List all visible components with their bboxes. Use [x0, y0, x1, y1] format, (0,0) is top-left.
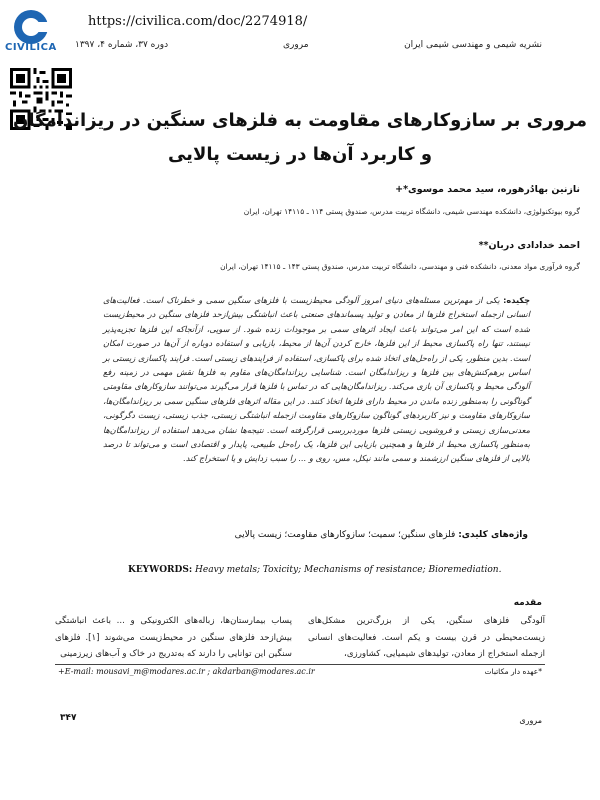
footer-article-type: مروری [519, 716, 542, 725]
document-url[interactable]: https://civilica.com/doc/2274918/ [88, 14, 308, 29]
affiliation-2: گروه فرآوری مواد معدنی، دانشکده فنی و مهندسی، دانشگاه تربیت مدرس، صندوق پستی ۱۴۳ ـ ۱۴۱۱۵ تهران، ایران [220, 262, 580, 271]
abstract-text: یکی از مهم‌ترین مسئله‌های دنیای امروز آلودگی محیط‌زیست با فلزهای سنگین سمی و خطرناک است. فعالیت‌های انسانی ازجمله استخراج فلزها از معادن و تولید پسماندهای صنعتی باعث انباشتگی بیش‌ازحد فلزهای سنگین در محیط‌زیست شده است که این امر می‌تواند باعث ایجاد اثرهای سمی بر موجودات زنده شود. از سویی، ازآنجاکه این فلزها تجزیه‌پذیر نیستند، تنها راه پاکسازی محیط از این فلزها، خارج کردن آن‌ها از محیط، بازیابی و استفاده دوباره از آن‌ها در صورت امکان است. بدین منظور، یکی از راه‌حل‌های اتخاذ شده برای پاکسازی، استفاده از فرایندهای زیستی است. فرایند پاکسازی زیستی بر اساس برهم‌کنش‌های بین فلزها و ریزاندامگان است. شناسایی ریزاندامگان‌های مقاوم به فلزها نقش مهمی در زمینه رفع آلودگی محیط و پاکسازی آن بازی می‌کند. ریزاندامگان‌هایی که در تماس با فلزها قرار می‌گیرند می‌توانند سازوکارهای مقاومتی گوناگونی را به‌منظور زنده ماندن در محیط دارای فلزها اتخاذ کنند. در این مقاله اثرهای فلزهای سنگین سمی بر ریزاندامگان‌ها، سازوکارهای مقاومت و نیز کاربردهای گوناگون سازوکارهای مقاومت ازجمله انباشتگی زیستی، جذب زیستی، زیست دگرگونی، معدنی‌سازی زیستی و فروشویی زیستی فلزها موردبررسی قرارگرفته است. نتیجه‌ها نشان می‌دهد استفاده از ریزاندامگان‌ها به‌منظور پاکسازی محیط از فلزها و همچنین بازیابی این فلزها، یک راه‌حل طبیعی، پایدار و اقتصادی است و می‌تواند تا درصد بالایی از فلزهای سنگین ارزشمند و سمی مانند نیکل، مس، روی و ... را سبب زدایش و یا استخراج کند. [103, 295, 530, 464]
page-number: ۳۴۷ [60, 713, 77, 723]
abstract-lead: چکیده: [503, 295, 530, 305]
author-group-1: نازنین بها‌دُرهوره، سید محمد موسوی*+ [395, 184, 580, 195]
civilica-logo-icon [8, 8, 54, 46]
abstract [103, 293, 530, 466]
footnote-emails: +E-mail: mousavi_m@modares.ac.ir ; akdarban@modares.ac.ir [58, 667, 315, 676]
keywords-en-text: Heavy metals; Toxicity; Mechanisms of resistance; Bioremediation. [192, 565, 502, 575]
running-header-type: مروری [283, 40, 309, 50]
keywords-fa-text: فلزهای سنگین؛ سمیت؛ سازوکارهای مقاومت؛ زیست پالایی [234, 530, 459, 540]
affiliation-1: گروه بیوتکنولوژی، دانشکده مهندسی شیمی، دانشگاه تربیت مدرس، صندوق پستی ۱۱۴ ـ ۱۴۱۱۵ تهران، ایران [243, 207, 580, 216]
keywords-fa-label: واژه‌های کلیدی: [458, 530, 528, 540]
keywords-en [128, 565, 501, 575]
intro-column-right: آلودگی فلزهای سنگین، یکی از بزرگ‌ترین مشکل‌های زیست‌محیطی در قرن بیست و یکم است. فعالیت‌های انسانی ازجمله استخراج از معادن، تولیدهای شیمیایی، کشاورزی، [308, 616, 545, 659]
article-title-line-1: مروری بر سازوکارهای مقاومت به فلزهای سنگین در ریزاندامگان [12, 110, 587, 131]
author-group-2: احمد خدادادی دربان** [478, 240, 580, 251]
running-header-journal: نشریه شیمی و مهندسی شیمی ایران [404, 40, 542, 50]
footnote-divider [55, 664, 545, 665]
running-header-volume: دوره ۳۷، شماره ۴، ۱۳۹۷ [75, 40, 169, 50]
article-title-line-2: و کاربرد آن‌ها در زیست پالایی [167, 144, 433, 165]
intro-column-left: پساب بیمارستان‌ها، زباله‌های الکترونیکی و ... باعث انباشتگی بیش‌ازحد فلزهای سنگین در محیط‌زیست می‌شوند [۱]. فلزهای سنگین این توانایی را دارند که به‌تدریج در خاک و آب‌های زیرزمینی [55, 616, 293, 659]
footnote-corresponding: *عهده دار مکاتبات [484, 667, 542, 676]
intro-heading: مقدمه [513, 598, 542, 608]
keywords-fa [235, 530, 528, 540]
keywords-en-label: KEYWORDS: [128, 565, 193, 575]
civilica-logo-text: CIVILICA [5, 42, 57, 53]
